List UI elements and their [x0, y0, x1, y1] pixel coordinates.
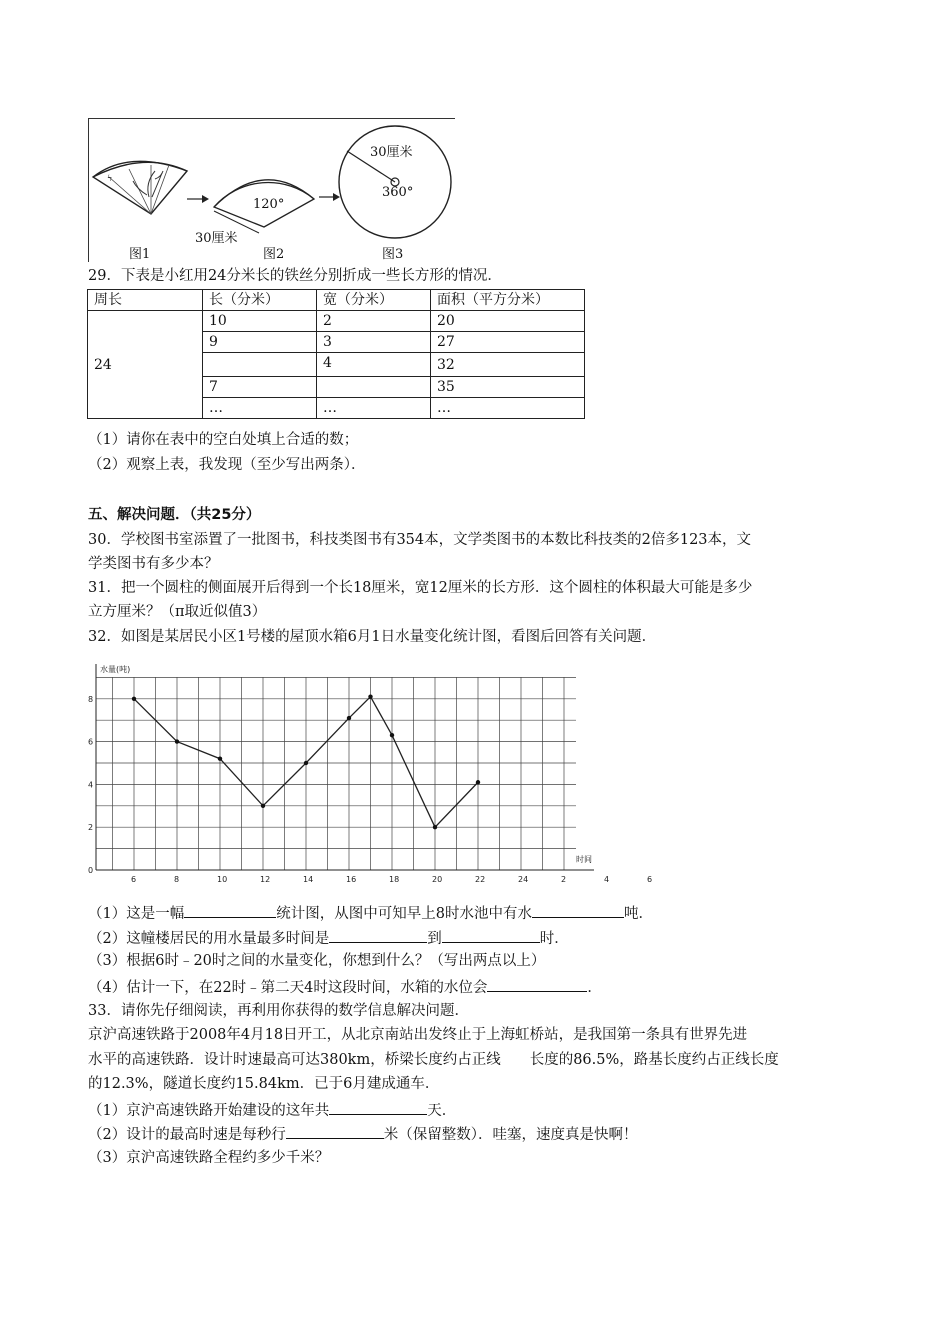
chart-data-point [261, 804, 265, 808]
q31-line2: 立方厘米？（π取近似值3） [88, 604, 267, 620]
q33-paragraph-line3: 的12.3%，隧道长度约15.84km．已于6月建成通车． [88, 1076, 440, 1092]
figure2-caption: 图2 [263, 247, 285, 262]
table-row [88, 311, 585, 332]
chart-x-tick-label: 18 [389, 875, 400, 884]
table-cell: 10 [203, 311, 317, 332]
chart-data-point [476, 780, 480, 784]
perimeter-cell: 24 [88, 311, 203, 419]
chart-data-point [433, 825, 437, 829]
chart-x-tick-label: 8 [174, 875, 180, 884]
figure3-caption: 图3 [382, 247, 404, 262]
chart-axes [96, 664, 594, 870]
q33-sub3: （3）京沪高速铁路全程约多少千米？ [88, 1150, 330, 1166]
figure1-caption: 图1 [129, 247, 151, 262]
chart-data-point [175, 739, 179, 743]
q29-sub2: （2）观察上表，我发现（至少写出两条）． [88, 457, 366, 473]
chart-data-point [347, 716, 351, 720]
table-cell: 7 [203, 377, 317, 398]
q32-sub1-text-b: 统计图，从图中可知早上8时水池中有水 [276, 906, 532, 922]
answer-blank[interactable] [184, 902, 276, 918]
chart-x-tick-label: 10 [217, 875, 228, 884]
answer-blank[interactable] [286, 1123, 384, 1139]
q33-text: 33．请你先仔细阅读，再利用你获得的数学信息解决问题． [88, 1003, 469, 1019]
table-cell: 3 [317, 332, 431, 353]
chart-x-tick-label: 12 [260, 875, 271, 884]
chart-y-tick-label: 4 [88, 780, 94, 790]
section-title: 五、解决问题．（共25分） [88, 507, 261, 523]
chart-ticks [88, 695, 652, 884]
q32-sub1-text-a: （1）这是一幅 [88, 906, 185, 922]
chart-data-point [368, 694, 372, 698]
table-header-cell: 宽（分米） [317, 290, 431, 311]
table-cell: 9 [203, 332, 317, 353]
table-cell: 35 [431, 377, 585, 398]
q30-line1: 30．学校图书室添置了一批图书，科技类图书有354本，文学类图书的本数比科技类的2倍多123本，文 [88, 532, 752, 548]
chart-y-tick-label: 0 [88, 866, 94, 875]
table-cell: … [203, 398, 317, 419]
table-header-cell: 长（分米） [203, 290, 317, 311]
q32-sub2-text-c: 时． [539, 931, 569, 947]
chart-x-tick-label: 4 [604, 875, 610, 884]
table-cell: 4 [317, 353, 431, 377]
q32-sub4-text-b: ． [587, 980, 602, 996]
chart-x-tick-label: 2 [561, 875, 567, 884]
arrow-icon [187, 195, 209, 203]
q33-paragraph-line2: 水平的高速铁路．设计时速最高可达380km，桥梁长度约占正线 长度的86.5%，路基长度约占正线长度 [88, 1052, 779, 1068]
blank-cell[interactable] [203, 353, 317, 377]
q33-sub2-text-b: 米（保留整数）．哇塞，速度真是快啊！ [383, 1127, 638, 1143]
chart-grid [96, 677, 576, 870]
chart-y-tick-label: 2 [88, 823, 94, 833]
q33-sub1-text-b: 天． [427, 1103, 457, 1119]
q32-sub4 [88, 976, 602, 998]
circle-angle-label: 360° [382, 185, 414, 200]
answer-blank[interactable] [442, 927, 540, 943]
answer-blank[interactable] [487, 976, 587, 992]
q32-sub3: （3）根据6时﹣20时之间的水量变化，你想到什么？（写出两点以上） [88, 953, 546, 969]
answer-blank[interactable] [329, 1099, 427, 1115]
q32-sub4-text-a: （4）估计一下，在22时﹣第二天4时这段时间，水箱的水位会 [88, 980, 488, 996]
blank-cell[interactable] [317, 377, 431, 398]
chart-x-tick-label: 20 [432, 875, 443, 884]
table-cell: … [431, 398, 585, 419]
table-header-cell: 周长 [88, 290, 203, 311]
answer-blank[interactable] [532, 902, 624, 918]
table-cell: … [317, 398, 431, 419]
table-cell: 27 [431, 332, 585, 353]
q32-sub1-text-c: 吨． [623, 906, 653, 922]
chart-data-point [218, 757, 222, 761]
folding-fan-image [93, 161, 187, 214]
q31-line1: 31．把一个圆柱的侧面展开后得到一个长18厘米，宽12厘米的长方形．这个圆柱的体积最大可能是多少 [88, 580, 753, 596]
fan-figure [88, 118, 455, 262]
svg-text:ϟ: ϟ [107, 174, 113, 183]
answer-blank[interactable] [329, 927, 427, 943]
q29-text: 29．下表是小红用24分米长的铁丝分别折成一些长方形的情况． [88, 268, 502, 284]
chart-x-axis-label: 时间 [576, 855, 592, 864]
q33-sub2 [88, 1123, 637, 1145]
q33-paragraph-line1: 京沪高速铁路于2008年4月18日开工，从北京南站出发终止于上海虹桥站，是我国第一条具有世界先进 [88, 1027, 748, 1043]
circle-radius-label: 30厘米 [370, 145, 413, 160]
q29-sub1: （1）请你在表中的空白处填上合适的数； [88, 432, 359, 448]
chart-y-tick-label: 6 [88, 737, 94, 747]
rectangle-table [87, 289, 585, 419]
q32-text: 32．如图是某居民小区1号楼的屋顶水箱6月1日水量变化统计图，看图后回答有关问题． [88, 629, 657, 645]
q33-sub1 [88, 1099, 456, 1121]
table-cell: 2 [317, 311, 431, 332]
chart-x-tick-label: 6 [647, 875, 653, 884]
sector-length-label: 30厘米 [195, 231, 238, 246]
chart-data-point [390, 733, 394, 737]
chart-y-tick-label: 8 [88, 694, 94, 704]
q32-sub2 [88, 927, 569, 949]
table-header-cell: 面积（平方分米） [431, 290, 585, 311]
q32-sub1 [88, 902, 653, 924]
q32-sub2-text-a: （2）这幢楼居民的用水量最多时间是 [88, 931, 330, 947]
q33-sub1-text-a: （1）京沪高速铁路开始建设的这年共 [88, 1103, 330, 1119]
table-cell: 32 [431, 353, 585, 377]
q33-sub2-text-a: （2）设计的最高时速是每秒行 [88, 1127, 286, 1143]
q30-line2: 学类图书有多少本？ [88, 556, 219, 572]
chart-x-tick-label: 24 [518, 875, 529, 884]
chart-y-axis-label: 水量(吨) [100, 665, 131, 674]
sector-angle-label: 120° [253, 197, 285, 212]
q32-sub2-text-b: 到 [427, 931, 442, 947]
chart-x-tick-label: 14 [303, 875, 314, 884]
water-level-chart [86, 658, 653, 886]
arrow-icon [319, 193, 340, 201]
chart-x-tick-label: 22 [475, 875, 486, 884]
chart-data-point [132, 697, 136, 701]
chart-data-point [304, 761, 308, 765]
table-cell: 20 [431, 311, 585, 332]
chart-x-tick-label: 16 [346, 875, 357, 884]
table-header-row [88, 290, 585, 311]
chart-x-tick-label: 6 [131, 875, 137, 884]
